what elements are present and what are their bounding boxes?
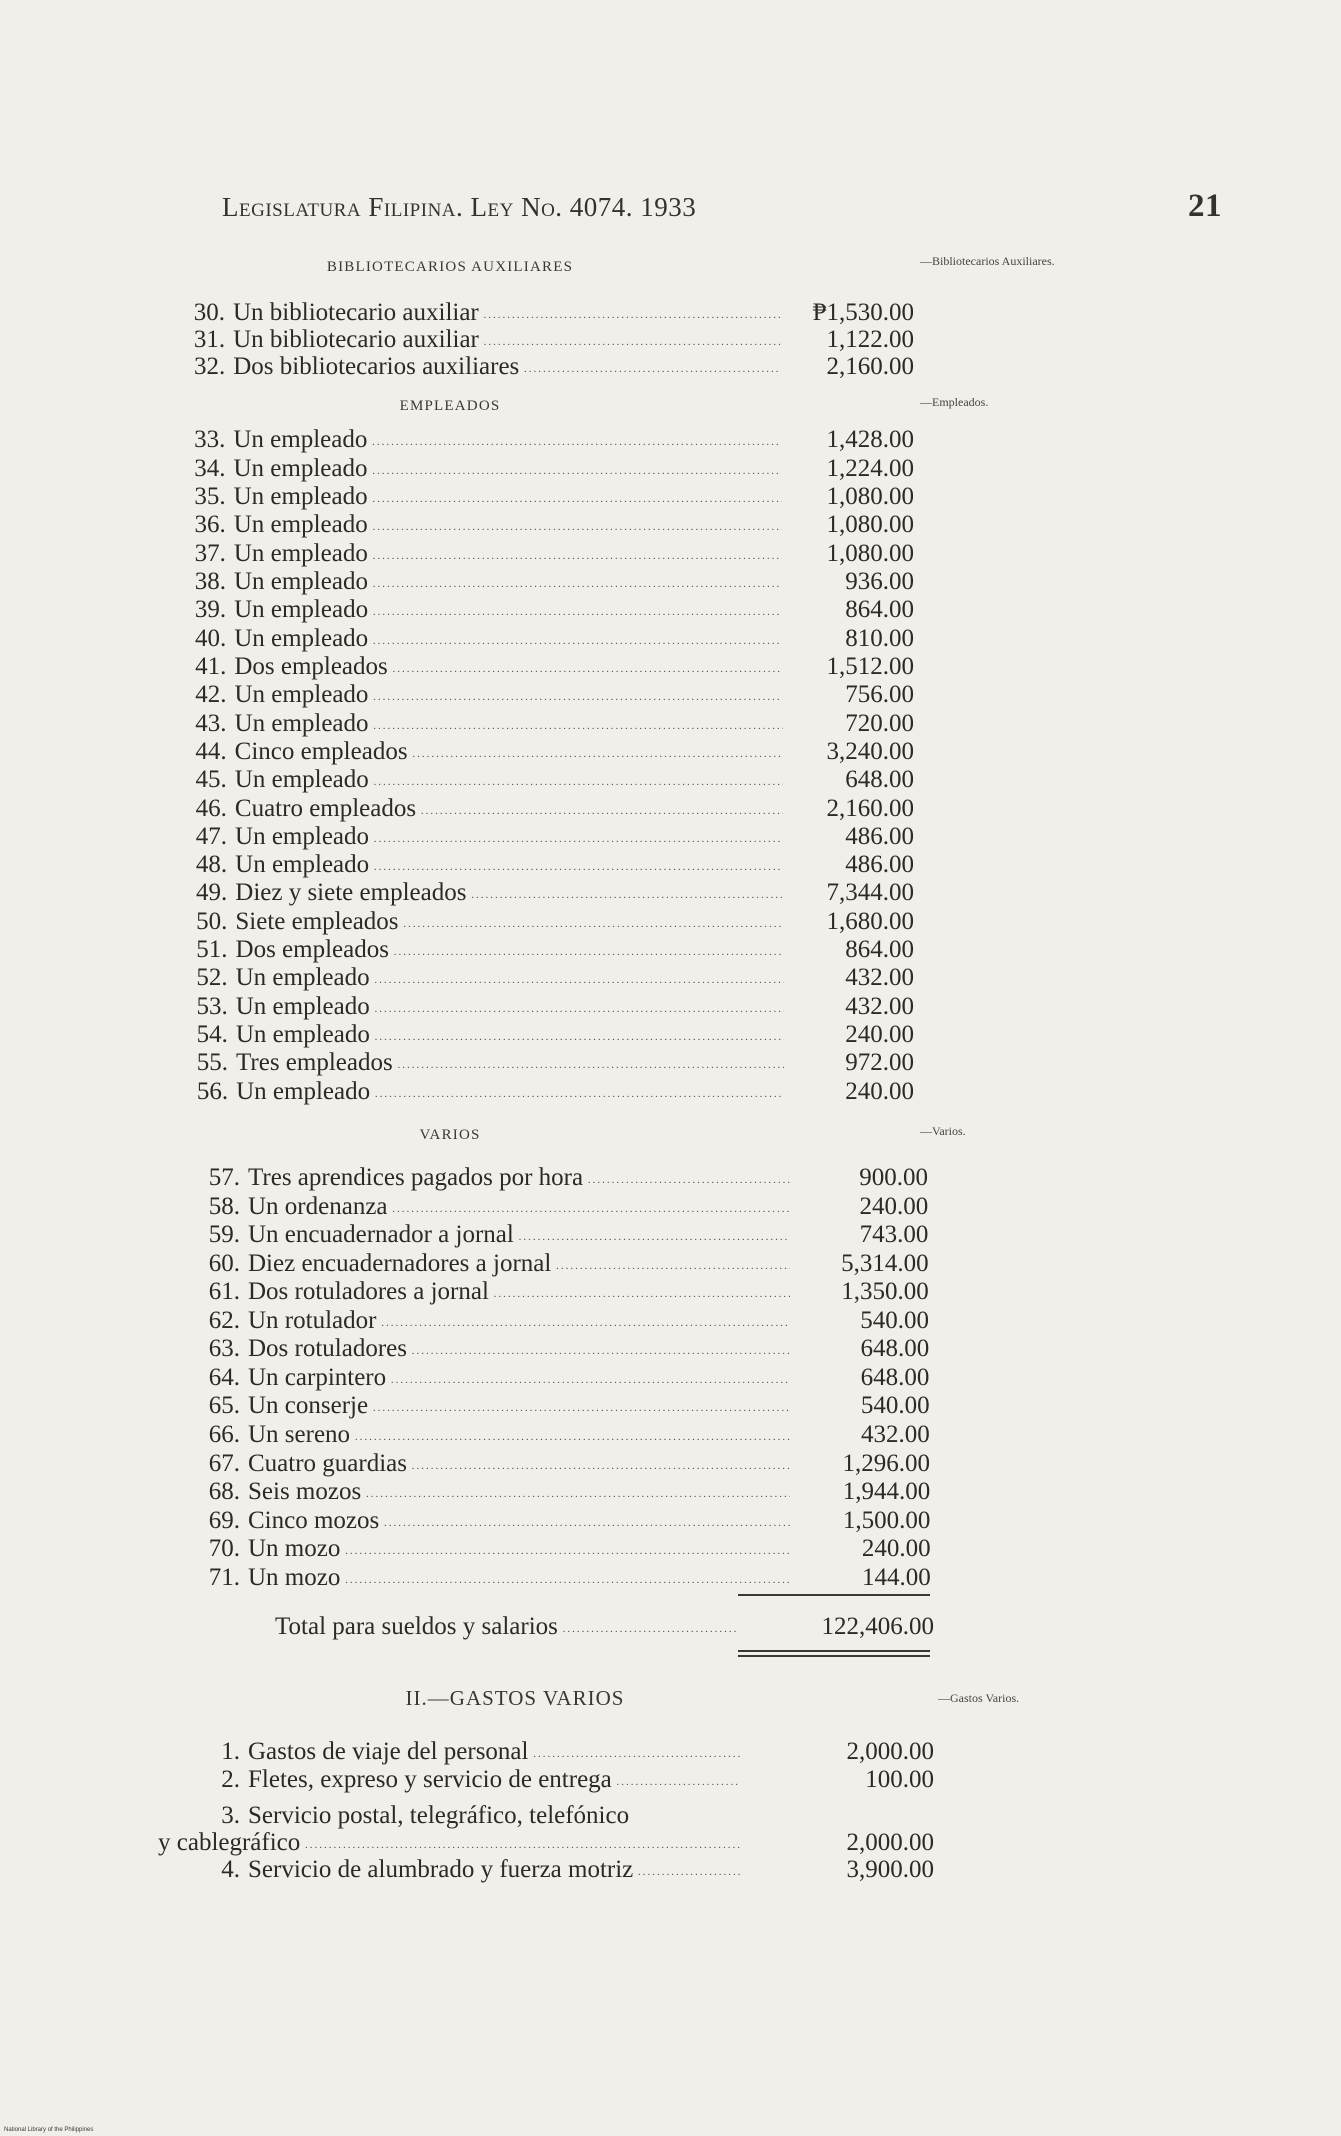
item-description: Un conserje ..... (248, 1392, 790, 1422)
table-row (177, 823, 785, 851)
subtotal-rule (738, 1594, 930, 1596)
table-row (178, 1078, 786, 1106)
item-number: 63. (208, 1335, 240, 1363)
item-number: 33. (194, 426, 226, 454)
total-double-rule-top (738, 1650, 930, 1652)
item-description: Un sereno ..... (248, 1421, 790, 1451)
item-description: Dos bibliotecarios auxiliares ..... (233, 353, 781, 383)
table-row (176, 625, 784, 653)
table-row (177, 908, 785, 936)
item-number: 66. (208, 1420, 240, 1448)
item-description: Un encuadernador a jornal ..... (248, 1221, 790, 1251)
table-row (190, 1564, 792, 1592)
item-number: 57. (208, 1164, 240, 1191)
item-amount: 432.00 (861, 1420, 930, 1448)
table-row (177, 766, 785, 794)
item-number: 53. (196, 992, 228, 1020)
item-description: Un empleado ..... (234, 596, 782, 626)
table-row (178, 1049, 786, 1077)
item-number: 38. (194, 567, 226, 595)
item-amount: 540.00 (860, 1392, 930, 1420)
table-row (177, 738, 785, 766)
item-description: Un ordenanza ..... (248, 1193, 790, 1223)
item-number: 68. (208, 1478, 240, 1506)
item-amount: 720.00 (845, 709, 914, 737)
item-amount: 240.00 (845, 1021, 914, 1049)
item-number: 49. (196, 879, 228, 907)
table-row (178, 964, 786, 992)
item-number: 37. (194, 539, 226, 567)
item-amount: 486.00 (845, 822, 914, 850)
table-row (177, 879, 785, 907)
item-number: 1. (221, 1738, 240, 1765)
item-description: Diez y siete empleados ..... (235, 879, 783, 909)
item-description: Un empleado ..... (234, 483, 782, 513)
item-amount: 900.00 (859, 1164, 928, 1191)
margin-note-empleados: —Empleados. (920, 395, 989, 409)
item-description: Cinco mozos ..... (248, 1507, 790, 1537)
table-row (177, 795, 785, 823)
item-number: 56. (196, 1077, 229, 1105)
item-number: 31. (193, 326, 226, 354)
table-row (178, 936, 786, 964)
table-row (190, 1535, 792, 1563)
item-description: Un empleado ..... (233, 455, 781, 485)
item-amount: 972.00 (845, 1049, 914, 1077)
item-amount: 1,080.00 (826, 511, 914, 539)
section-heading-varios: VARIOS (419, 1127, 481, 1143)
item-description: Un empleado ..... (236, 1078, 784, 1108)
item-number: 47. (195, 822, 228, 850)
item-description: Cuatro empleados ..... (235, 795, 783, 825)
item-description: Gastos de viaje del personal ..... (248, 1738, 740, 1768)
item-description: Seis mozos ..... (248, 1478, 790, 1508)
item-amount: 144.00 (862, 1563, 931, 1591)
item-amount: 1,944.00 (842, 1478, 931, 1506)
table-row (176, 681, 784, 709)
item-description: Un empleado ..... (235, 766, 783, 796)
item-number: 55. (196, 1049, 228, 1077)
total-label: Total para sueldos y salarios ..... (275, 1612, 737, 1642)
item-number: 51. (196, 936, 228, 964)
table-row (190, 1221, 792, 1249)
item-amount: 648.00 (860, 1335, 930, 1363)
item-amount: 2,000.00 (846, 1829, 934, 1856)
item-amount: 1,122.00 (826, 326, 914, 354)
item-number: 45. (195, 766, 227, 794)
item-description: Un bibliotecario auxiliar ..... (233, 299, 781, 329)
item-amount: 1,080.00 (826, 539, 914, 567)
item-number: 52. (196, 964, 228, 992)
item-number: 4. (221, 1856, 240, 1883)
item-amount: 3,900.00 (846, 1856, 934, 1883)
item-amount: 1,428.00 (826, 426, 914, 454)
item-amount: 743.00 (859, 1221, 929, 1249)
table-row (190, 1278, 792, 1306)
table-row (190, 1478, 792, 1506)
item-number: 2. (221, 1766, 240, 1793)
item-number: 60. (208, 1249, 240, 1277)
page-header (222, 188, 1222, 232)
item-amount: 2,000.00 (846, 1738, 934, 1765)
item-number: 71. (208, 1563, 240, 1591)
margin-note-varios: —Varios. (920, 1124, 966, 1138)
item-description: Un empleado ..... (234, 511, 782, 541)
margin-note-bibliotecarios: —Bibliotecarios Auxiliares. (920, 254, 1055, 268)
table-row (176, 483, 784, 511)
item-number: 30. (193, 299, 225, 326)
item-number: 35. (194, 483, 226, 510)
table-row (176, 540, 784, 568)
item-number: 44. (195, 737, 227, 765)
item-amount: 240.00 (859, 1192, 929, 1220)
table-row (177, 710, 785, 738)
item-number: 42. (195, 681, 227, 709)
item-amount: 432.00 (845, 964, 914, 992)
table-row (175, 455, 783, 483)
item-number: 39. (194, 596, 227, 624)
item-description: Servicio postal, telegráfico, telefónico (248, 1802, 630, 1829)
table-row (176, 511, 784, 539)
item-amount: 540.00 (860, 1306, 929, 1334)
item-amount: 2,160.00 (826, 353, 914, 381)
item-amount: 432.00 (845, 992, 914, 1020)
table-row (177, 851, 785, 879)
library-footer-mark: National Library of the Philippines (4, 2127, 94, 2133)
item-description: Un empleado ..... (235, 710, 783, 740)
item-amount: 1,350.00 (841, 1278, 929, 1306)
item-description: Un empleado ..... (234, 625, 782, 655)
item-number: 40. (194, 624, 227, 652)
item-description: Servicio de alumbrado y fuerza motriz ..... (248, 1856, 740, 1886)
section-heading-empleados: EMPLEADOS (399, 398, 501, 414)
running-title: Legislatura Filipina. Ley No. 4074. 1933 (222, 192, 697, 222)
item-amount: 1,500.00 (842, 1506, 931, 1534)
item-description: Dos empleados ..... (236, 936, 784, 966)
margin-note-gastos: —Gastos Varios. (938, 1691, 1020, 1705)
table-row (190, 1335, 792, 1363)
item-description: Tres empleados ..... (236, 1049, 784, 1079)
item-amount: 864.00 (845, 936, 914, 964)
item-number: 34. (194, 454, 226, 482)
item-number: 61. (208, 1278, 240, 1306)
item-description: Un empleado ..... (235, 851, 783, 881)
item-description: Un rotulador ..... (248, 1307, 790, 1337)
item-amount: 240.00 (845, 1077, 914, 1105)
item-description: Diez encuadernadores a jornal ..... (248, 1250, 790, 1280)
table-row (190, 1738, 750, 1766)
item-number: 32. (193, 353, 226, 381)
item-description: Un empleado ..... (236, 993, 784, 1023)
item-description: Un empleado ..... (234, 540, 782, 570)
item-number: 50. (196, 907, 228, 935)
item-number: 67. (208, 1449, 240, 1477)
item-amount: 1,296.00 (842, 1449, 930, 1477)
section-heading-gastos: II.—GASTOS VARIOS (405, 1686, 625, 1710)
item-amount: 240.00 (861, 1535, 931, 1563)
item-description: Tres aprendices pagados por hora ..... (248, 1164, 790, 1194)
table-row (190, 1392, 792, 1420)
item-amount: 864.00 (845, 596, 914, 624)
table-row (190, 1164, 792, 1192)
item-amount: 936.00 (845, 567, 914, 595)
item-description: Cuatro guardias ..... (248, 1450, 790, 1480)
item-description: Un empleado ..... (234, 568, 782, 598)
item-number: 58. (208, 1192, 240, 1220)
item-amount: 486.00 (845, 851, 914, 879)
table-row (190, 1193, 792, 1221)
table-row (178, 1021, 786, 1049)
item-description: Fletes, expreso y servicio de entrega ..... (248, 1766, 740, 1796)
item-number: 41. (195, 652, 227, 680)
table-row (190, 1421, 792, 1449)
table-row (178, 993, 786, 1021)
item-description: Cinco empleados ..... (235, 738, 783, 768)
section-heading-bibliotecarios: BIBLIOTECARIOS AUXILIARES (326, 259, 574, 275)
table-row (190, 1802, 750, 1830)
table-row (176, 596, 784, 624)
table-row (190, 1450, 792, 1478)
item-number: 43. (195, 709, 227, 737)
item-description: Un mozo ..... (248, 1535, 790, 1565)
item-number: 54. (196, 1021, 228, 1049)
item-amount: 648.00 (860, 1363, 930, 1391)
item-amount: 5,314.00 (841, 1249, 929, 1277)
item-number: 36. (194, 511, 226, 539)
item-amount: 1,224.00 (826, 454, 914, 482)
item-number: 3. (221, 1802, 240, 1829)
table-row (175, 426, 783, 454)
table-row (175, 326, 783, 354)
table-row (190, 1856, 750, 1884)
item-amount: 2,160.00 (826, 794, 914, 822)
item-description: Un carpintero ..... (248, 1364, 790, 1394)
item-description: Un empleado ..... (235, 823, 783, 853)
item-number: 65. (208, 1392, 240, 1420)
item-number: 70. (208, 1535, 240, 1563)
table-row (190, 1307, 792, 1335)
table-row (190, 1250, 792, 1278)
table-row (190, 1507, 792, 1535)
total-double-rule-bottom (738, 1655, 930, 1657)
table-row (176, 653, 784, 681)
item-amount: 1,080.00 (826, 483, 914, 510)
item-description: Un bibliotecario auxiliar ..... (233, 326, 781, 356)
item-description: Dos rotuladores ..... (248, 1335, 790, 1365)
item-amount: 1,512.00 (826, 652, 914, 680)
item-description: Un empleado ..... (236, 964, 784, 994)
item-amount: 100.00 (865, 1766, 934, 1793)
item-number: 69. (208, 1506, 240, 1534)
item-description: Un empleado ..... (233, 426, 781, 456)
item-description: Un mozo ..... (248, 1564, 790, 1594)
item-number: 59. (208, 1221, 240, 1249)
page-number: 21 (1188, 188, 1222, 224)
item-description: Un empleado ..... (236, 1021, 784, 1051)
item-number: 62. (208, 1306, 240, 1334)
item-amount: 7,344.00 (826, 879, 914, 907)
item-amount: 648.00 (845, 766, 914, 794)
table-row (190, 1766, 750, 1794)
item-description: Siete empleados ..... (235, 908, 783, 938)
table-row (175, 353, 783, 381)
item-amount: ₱1,530.00 (812, 299, 914, 326)
table-row (190, 1364, 792, 1392)
item-amount: 3,240.00 (826, 737, 914, 765)
item-description: Un empleado ..... (234, 681, 782, 711)
item-description: Dos rotuladores a jornal ..... (248, 1278, 790, 1308)
item-amount: 1,680.00 (826, 907, 914, 935)
total-amount: 122,406.00 (821, 1613, 934, 1640)
item-number: 46. (195, 794, 227, 822)
item-number: 64. (208, 1363, 240, 1391)
item-description-continuation: y cablegráfico ..... (158, 1829, 742, 1857)
item-amount: 810.00 (845, 624, 914, 652)
item-number: 48. (195, 851, 228, 879)
item-description: Dos empleados ..... (234, 653, 782, 683)
table-row (176, 568, 784, 596)
item-amount: 756.00 (845, 681, 914, 709)
table-row (175, 299, 783, 327)
